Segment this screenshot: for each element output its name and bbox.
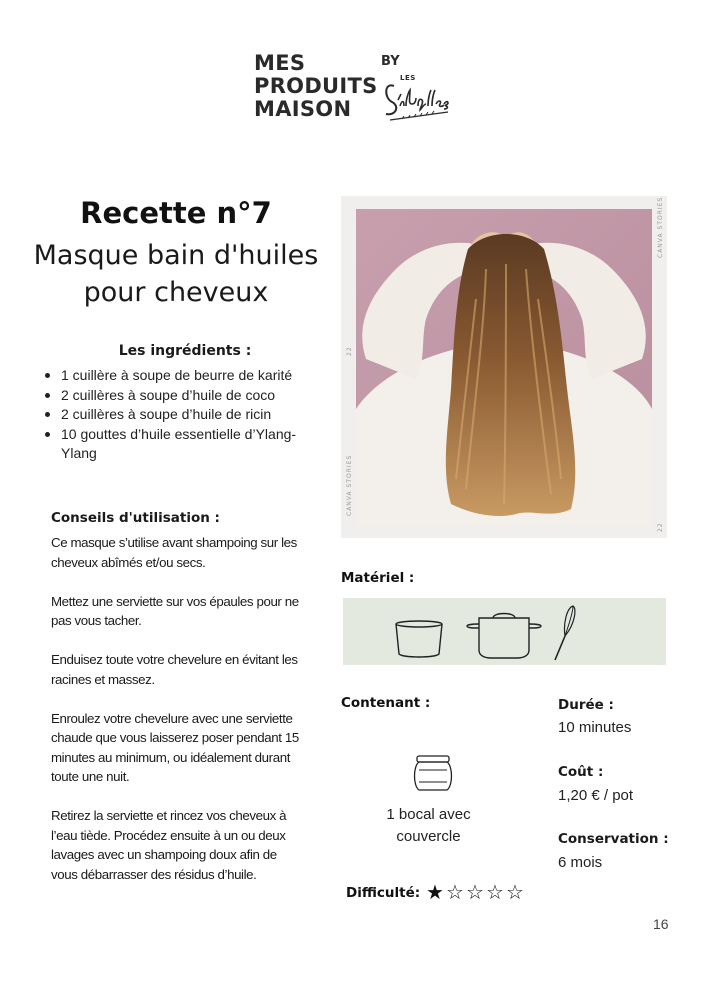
duree-label: Durée :: [558, 697, 614, 713]
ingredient-item: 2 cuillères à soupe d’huile de ricin: [43, 405, 323, 425]
cout-value: 1,20 € / pot: [558, 787, 634, 804]
duree-value: 10 minutes: [558, 719, 632, 736]
star-empty-icon: ☆: [466, 880, 484, 904]
usage-tips-heading: Conseils d'utilisation :: [51, 510, 220, 526]
star-empty-icon: ☆: [486, 880, 504, 904]
photo-watermark-num: 22: [657, 522, 664, 532]
contenant-line-2: couvercle: [396, 828, 461, 845]
ingredient-item: 2 cuillères à soupe d’huile de coco: [43, 386, 323, 406]
conservation-label: Conservation :: [558, 831, 669, 847]
subtitle-line-2: pour cheveux: [83, 277, 269, 308]
star-empty-icon: ☆: [506, 880, 524, 904]
page-number: 16: [653, 916, 669, 932]
ingredient-item: 10 gouttes d’huile essentielle d’Ylang-Ylang: [43, 425, 323, 464]
difficulty-rating: [425, 880, 525, 904]
bowl-icon: [396, 621, 442, 657]
logo-line-3: MAISON: [254, 97, 352, 121]
subtitle-line-1: Masque bain d'huiles: [33, 240, 319, 271]
photo-watermark-num: 22: [346, 346, 353, 356]
usage-tips-text: [51, 533, 301, 904]
brand-logo-text: [254, 51, 378, 121]
jar-icon: [411, 754, 455, 794]
logo-line-1: MES: [254, 51, 306, 75]
hair-photo: [356, 209, 652, 526]
tip-paragraph: Mettez une serviette sur vos épaules pour ne pas vous tacher.: [51, 593, 299, 628]
photo-watermark: CANVA STORIES: [346, 454, 353, 516]
logo-les: LES: [400, 74, 416, 82]
woman-hair-illustration: [356, 209, 652, 526]
materiel-icons: [343, 598, 666, 665]
tip-paragraph: Retirez la serviette et rincez vos cheveux à l’eau tiède. Procédez ensuite à un ou deux lavages avec un shampoing doux afin de vous débarrasser des résidus d’huile.: [51, 808, 287, 882]
difficulty-label: Difficulté:: [346, 885, 421, 901]
ingredient-item: 1 cuillère à soupe de beurre de karité: [43, 366, 323, 386]
contenant-line-1: 1 bocal avec: [386, 806, 471, 823]
tip-paragraph: Enduisez toute votre chevelure en évitant les racines et massez.: [51, 652, 298, 687]
logo-line-2: PRODUITS: [254, 74, 378, 98]
sibylles-signature-logo: [382, 72, 456, 124]
tip-paragraph: Ce masque s’utilise avant shampoing sur les cheveux abîmés et/ou secs.: [51, 535, 297, 570]
photo-watermark: CANVA STORIES: [657, 196, 664, 258]
star-full-icon: ★: [426, 880, 444, 904]
materiel-box: [343, 598, 666, 665]
whisk-icon: [555, 606, 575, 660]
conservation-value: 6 mois: [558, 854, 603, 871]
ingredients-heading: Les ingrédients :: [118, 343, 252, 359]
cout-label: Coût :: [558, 764, 604, 780]
ingredients-list: [43, 366, 323, 464]
pot-icon: [467, 614, 541, 659]
contenant-heading: Contenant :: [341, 695, 431, 711]
tip-paragraph: Enroulez votre chevelure avec une serviette chaude que vous laisserez poser pendant 15 minutes au minimum, ou idéalement durant toute une nuit.: [51, 710, 299, 784]
star-empty-icon: ☆: [446, 880, 464, 904]
logo-by: BY: [381, 54, 400, 69]
recipe-number-title: Recette n°7: [80, 196, 272, 230]
contenant-description: [370, 804, 487, 848]
recipe-subtitle: [0, 237, 352, 311]
materiel-heading: Matériel :: [341, 570, 415, 586]
